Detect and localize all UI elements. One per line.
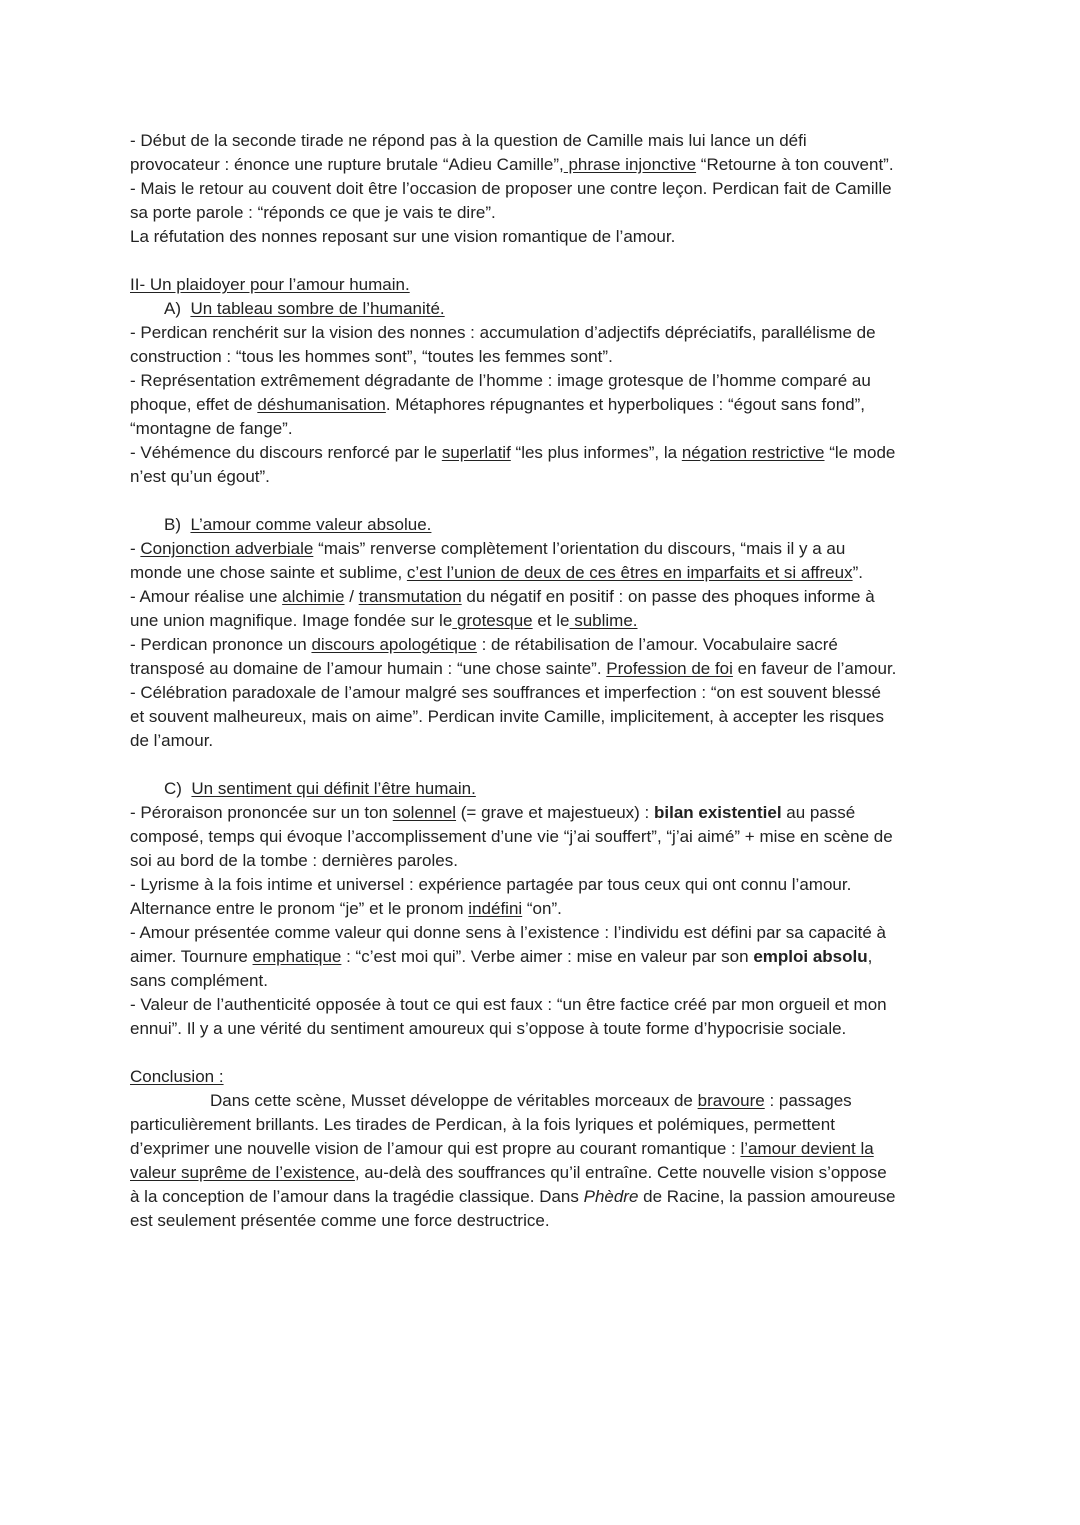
- text-span: : passages: [764, 1091, 852, 1110]
- underlined-term: déshumanisation: [257, 395, 386, 414]
- text-line: - Début de la seconde tirade ne répond pas à la question de Camille mais lui lance un défi: [130, 131, 807, 150]
- text-line: - Célébration paradoxale de l’amour malgré ses souffrances et imperfection : “on est souvent blessé: [130, 683, 881, 702]
- intro-section: [130, 129, 960, 249]
- text-span: . Métaphores répugnantes et hyperboliques : “égout sans fond”,: [385, 395, 865, 414]
- text-span: d’exprimer une nouvelle vision de l’amour qui est propre au courant romantique :: [130, 1139, 741, 1158]
- text-line: [130, 441, 960, 465]
- text-line: [130, 1089, 960, 1113]
- text-span: - Véhémence du discours renforcé par le: [130, 443, 442, 462]
- underlined-term: superlatif: [441, 443, 511, 462]
- underlined-term: solennel: [392, 803, 457, 822]
- text-span: - Amour réalise une: [130, 587, 283, 606]
- text-span: (= grave et majestueux) :: [456, 803, 654, 822]
- subsection-title: L’amour comme valeur absolue.: [190, 515, 432, 534]
- subsection-label: C): [164, 779, 182, 798]
- text-line: [130, 585, 960, 609]
- text-span: de Racine, la passion amoureuse: [638, 1187, 896, 1206]
- italic-title: Phèdre: [583, 1187, 639, 1206]
- text-line: est seulement présentée comme une force destructrice.: [130, 1211, 550, 1230]
- subsection-title: Un sentiment qui définit l’être humain.: [191, 779, 476, 798]
- blank-line: [130, 489, 960, 513]
- text-line: sans complément.: [130, 971, 268, 990]
- text-line: construction : “tous les hommes sont”, “toutes les femmes sont”.: [130, 347, 613, 366]
- text-span: phoque, effet de: [130, 395, 258, 414]
- subsection-a-heading: [130, 297, 960, 321]
- text-span: : de rétabilisation de l’amour. Vocabulaire sacré: [476, 635, 838, 654]
- text-span: à la conception de l’amour dans la tragédie classique. Dans: [130, 1187, 584, 1206]
- text-span: , au-delà des souffrances qu’il entraîne. Cette nouvelle vision s’oppose: [354, 1163, 887, 1182]
- document-page: [130, 129, 960, 1233]
- subsection-label: B): [164, 515, 181, 534]
- underlined-term: Profession de foi: [606, 659, 733, 678]
- text-line: [130, 945, 960, 969]
- subsection-b-heading: [130, 513, 960, 537]
- bold-term: emploi absolu: [753, 947, 868, 966]
- subsection-title: Un tableau sombre de l’humanité.: [190, 299, 445, 318]
- text-line: [130, 1185, 960, 1209]
- text-line: composé, temps qui évoque l’accomplissement d’une vie “j’ai souffert”, “j’ai aimé” + mise en scène de: [130, 827, 893, 846]
- underlined-term: discours apologétique: [311, 635, 477, 654]
- text-line: - Perdican renchérit sur la vision des nonnes : accumulation d’adjectifs dépréciatifs, parallélisme de: [130, 323, 876, 342]
- text-line: [130, 393, 960, 417]
- text-line: [130, 633, 960, 657]
- text-span: - Péroraison prononcée sur un ton: [130, 803, 393, 822]
- text-line: ennui”. Il y a une vérité du sentiment amoureux qui s’oppose à toute forme d’hypocrisie sociale.: [130, 1019, 847, 1038]
- text-line: La réfutation des nonnes reposant sur une vision romantique de l’amour.: [130, 227, 676, 246]
- underlined-term: valeur suprême de l’existence: [130, 1163, 355, 1182]
- text-line: [130, 561, 960, 585]
- text-line: [130, 537, 960, 561]
- text-span: Dans cette scène, Musset développe de véritables morceaux de: [210, 1091, 698, 1110]
- text-line: [130, 1137, 960, 1161]
- text-span: transposé au domaine de l’amour humain : “une chose sainte”.: [130, 659, 607, 678]
- text-line: [130, 801, 960, 825]
- text-span: “les plus informes”, la: [510, 443, 682, 462]
- part-2-section: [130, 273, 960, 1041]
- text-line: [130, 657, 960, 681]
- section-heading: II- Un plaidoyer pour l’amour humain.: [130, 275, 410, 294]
- text-line: [130, 153, 960, 177]
- text-line: de l’amour.: [130, 731, 214, 750]
- text-span: “Retourne à ton couvent”.: [696, 155, 894, 174]
- text-span: au passé: [781, 803, 856, 822]
- underlined-term: bravoure: [697, 1091, 765, 1110]
- text-span: /: [344, 587, 359, 606]
- text-line: [130, 609, 960, 633]
- underlined-term: sublime.: [569, 611, 638, 630]
- text-line: n’est qu’un égout”.: [130, 467, 270, 486]
- underlined-term: négation restrictive: [681, 443, 825, 462]
- underlined-term: c’est l’union de deux de ces êtres en imparfaits et si affreux: [406, 563, 853, 582]
- text-span: ”.: [852, 563, 863, 582]
- underlined-term: indéfini: [468, 899, 523, 918]
- text-line: [130, 1161, 960, 1185]
- text-span: “on”.: [522, 899, 562, 918]
- text-line: - Mais le retour au couvent doit être l’occasion de proposer une contre leçon. Perdican fait de Camille: [130, 179, 892, 198]
- text-span: aimer. Tournure: [130, 947, 253, 966]
- text-span: monde une chose sainte et sublime,: [130, 563, 407, 582]
- text-span: du négatif en positif : on passe des phoques informe à: [461, 587, 875, 606]
- text-line: - Valeur de l’authenticité opposée à tout ce qui est faux : “un être factice créé par mon orgueil et mon: [130, 995, 887, 1014]
- text-span: - Perdican prononce un: [130, 635, 312, 654]
- text-span: ,: [867, 947, 873, 966]
- text-line: “montagne de fange”.: [130, 419, 293, 438]
- subsection-label: A): [164, 299, 181, 318]
- underlined-term: Conjonction adverbiale: [140, 539, 314, 558]
- text-line: - Représentation extrêmement dégradante de l’homme : image grotesque de l’homme comparé au: [130, 371, 871, 390]
- bold-term: bilan existentiel: [654, 803, 782, 822]
- text-span: -: [130, 539, 141, 558]
- section-heading: Conclusion :: [130, 1067, 224, 1086]
- underlined-term: l’amour devient la: [740, 1139, 874, 1158]
- text-span: : “c’est moi qui”. Verbe aimer : mise en valeur par son: [341, 947, 754, 966]
- underlined-term: alchimie: [282, 587, 345, 606]
- blank-line: [130, 249, 960, 273]
- part-2-title: [130, 273, 960, 297]
- text-line: soi au bord de la tombe : dernières paroles.: [130, 851, 458, 870]
- underlined-term: emphatique: [252, 947, 342, 966]
- text-line: [130, 897, 960, 921]
- text-line: particulièrement brillants. Les tirades de Perdican, à la fois lyriques et polémiques, permettent: [130, 1115, 835, 1134]
- text-line: - Lyrisme à la fois intime et universel : expérience partagée par tous ceux qui ont connu l’amour.: [130, 875, 852, 894]
- underlined-term: phrase injonctive: [563, 155, 697, 174]
- text-span: provocateur : énonce une rupture brutale “Adieu Camille”,: [130, 155, 564, 174]
- text-span: “mais” renverse complètement l’orientation du discours, “mais il y a au: [313, 539, 846, 558]
- text-line: - Amour présentée comme valeur qui donne sens à l’existence : l’individu est défini par sa capacité à: [130, 923, 886, 942]
- underlined-term: grotesque: [452, 611, 533, 630]
- conclusion-title: [130, 1065, 960, 1089]
- text-span: et le: [532, 611, 570, 630]
- underlined-term: transmutation: [358, 587, 462, 606]
- text-span: une union magnifique. Image fondée sur le: [130, 611, 453, 630]
- conclusion-section: [130, 1065, 960, 1233]
- blank-line: [130, 753, 960, 777]
- text-line: sa porte parole : “réponds ce que je vais te dire”.: [130, 203, 496, 222]
- subsection-c-heading: [130, 777, 960, 801]
- text-line: et souvent malheureux, mais on aime”. Perdican invite Camille, implicitement, à accepter les risques: [130, 707, 884, 726]
- blank-line: [130, 1041, 960, 1065]
- text-span: Alternance entre le pronom “je” et le pronom: [130, 899, 469, 918]
- text-span: en faveur de l’amour.: [732, 659, 897, 678]
- text-span: “le mode: [824, 443, 896, 462]
